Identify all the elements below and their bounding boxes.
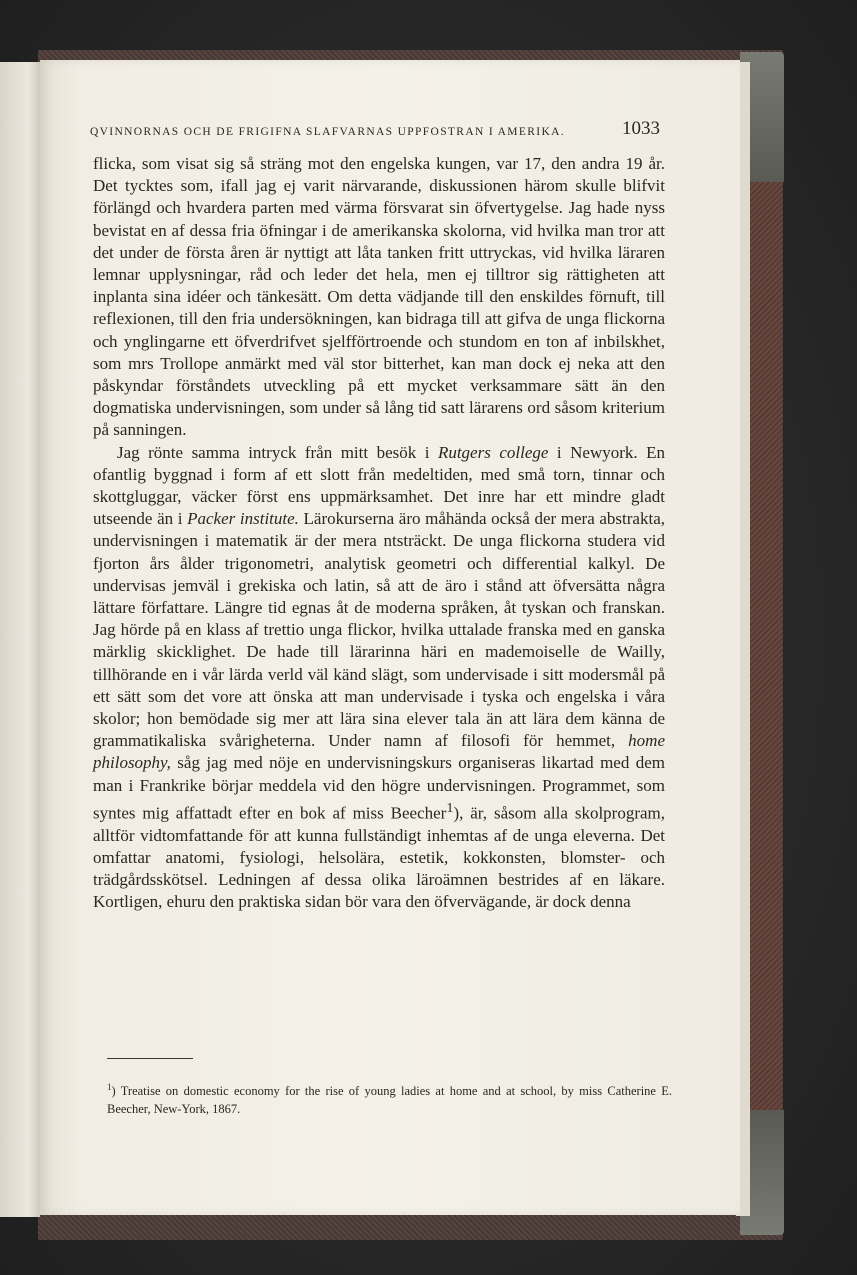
body-text [93, 153, 665, 914]
footnote-text: ) Treatise on domestic economy for the rise of young ladies at home and at school, by miss Catherine E. Beecher, New-York, 1867. [107, 1084, 672, 1117]
running-head: QVINNORNAS OCH DE FRIGIFNA SLAFVARNAS UPPFOSTRAN I AMERIKA. [90, 126, 565, 138]
paragraph-2-part-1: Jag rönte samma intryck från mitt besök i [117, 442, 438, 462]
italic-packer-institute: Packer institute. [187, 509, 299, 529]
paragraph-2-part-2: i Newyork. En ofantlig byggnad i form af ett slott från medeltiden, med små torn, tinnar och skottgluggar, väcker först ens uppmärksamhet. Det inre har ett mindre gladt utseende än i [93, 442, 666, 529]
italic-rutgers-college: Rutgers college [437, 442, 549, 462]
paragraph-1: flicka, som visat sig så sträng mot den engelska kungen, var 17, den andra 19 år. Det tycktes som, ifall jag ej varit närvarande, diskussionen härom skulle blifvit förlängd och hvardera parten med värma försvarat sin öfvertygelse. Jag hade nyss bevistat en af dessa fria öfningar i de amerikanska skolorna, vid hvilka man tror att det under de första åren är nyttigt att låta tanken fritt uttryckas, vid hvilka läraren lemnar upplysningar, råd och leder det hela, men ej tilltror sig rättigheten att inplanta sina idéer och tänkesätt. Om detta vädjande till den enskildes förnuft, till reflexionen, till den fria undersökningen, kan bidraga till att gifva de unga flickorna och ynglingarne ett öfverdrifvet sjelfförtroende och stundom en ton af inbilskhet, som mrs Trollope anmärkt med väl stor bitterhet, kan man dock ej neka att den påskyndar förståndets utveckling på ett mycket verksammare sätt än den dogmatiska undervisningen, som under så lång tid satt lärarens ord såsom kriterium på sanningen. [93, 154, 665, 440]
paragraph-2-part-3: Lärokurserna äro måhända också der mera abstrakta, undervisningen i matematik är der mera ntsträckt. De unga flickorna studera vid fjorton års ålder trigonometri, analytisk geometri och differential kalkyl. De undervisas jemväl i grekiska och latin, så att de äro i stånd att öfversätta några lättare författare. Längre tid egnas åt de moderna språken, åt tyskan och franskan. Jag hörde på en klass af trettio unga flickor, hvilka uttalade franska med en ganska märklig skicklighet. De hade till lärarinna häri en mademoiselle de Wailly, tillhörande en i vår lärda verld väl känd slägt, som undervisade i sitt modersmål på ett sätt som det vore att önska att man undervisade i tyska och engelska i våra skolor; hon bemödade sig mer att lära sina elever tala än att lära dem känna de grammatikaliska svårigheterna. Under namn af filosofi för hemmet, [93, 509, 665, 751]
footnote-reference: 1 [446, 799, 454, 816]
footnote [107, 1078, 672, 1118]
footnote-rule [107, 1058, 193, 1059]
page-header [90, 118, 660, 146]
page-number: 1033 [622, 118, 660, 139]
footnote-marker: 1 [107, 1082, 112, 1092]
facing-page-edge [0, 62, 40, 1217]
paragraph-2 [93, 442, 665, 914]
paragraph-2-part-4: såg jag med nöje en undervisningskurs organiseras likartad med dem man i Frankrike börjar meddela vid den högre undervisningen. Programmet, som syntes mig affattadt efter en bok af miss Beecher [93, 753, 665, 823]
italic-home-philosophy: home philosophy, [93, 731, 665, 773]
cover-spine-edge [748, 68, 782, 1228]
paragraph-2-part-5: ), är, såsom alla skolprogram, alltför vidtomfattande för att kunna fullständigt inhemtas af de unga eleverna. Det omfattar anatomi, fysiologi, helsolära, estetik, kokkonsten, blomster- och trädgårdsskötsel. Ledningen af dessa olika läroämnen bestrides af en läkare. Kortligen, ehuru den praktiska sidan bör vara den öfvervägande, är dock denna [93, 803, 666, 912]
